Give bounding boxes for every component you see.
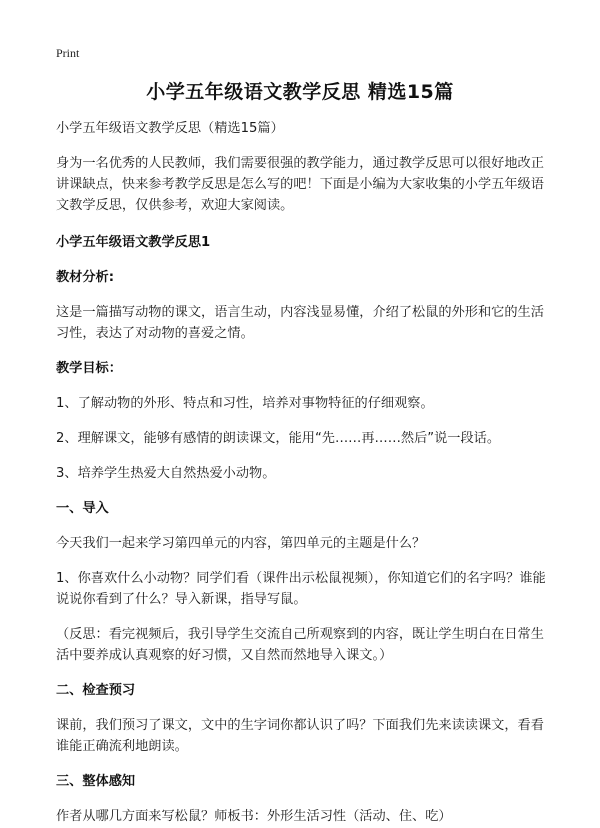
article-body <box>56 118 556 827</box>
heading-overall-perception: 三、整体感知 <box>56 774 136 789</box>
heading-material-analysis: 教材分析: <box>56 270 115 285</box>
heading-teaching-goals: 教学目标： <box>56 361 122 376</box>
reflection-paragraph: （反思：看完视频后，我引导学生交流自己所观察到的内容，既让学生明白在日常生活中要养成认真观察的好习惯，又自然而然地导入课文。） <box>56 627 544 663</box>
heading-check-preview: 二、检查预习 <box>56 683 136 698</box>
section-heading-reflection-1: 小学五年级语文教学反思1 <box>56 235 211 250</box>
material-analysis-paragraph: 这是一篇描写动物的课文，语言生动，内容浅显易懂，介绍了松鼠的外形和它的生活习性，表达了对动物的喜爱之情。 <box>56 305 544 341</box>
heading-introduction: 一、导入 <box>56 501 109 516</box>
overall-perception-paragraph: 作者从哪几方面来写松鼠？师板书：外形生活习性（活动、住、吃） <box>56 809 452 824</box>
introduction-question-paragraph: 1、你喜欢什么小动物？同学们看（课件出示松鼠视频），你知道它们的名字吗？谁能说说你看到了什么？导入新课，指导写鼠。 <box>56 571 546 607</box>
check-preview-paragraph: 课前，我们预习了课文，文中的生字词你都认识了吗？下面我们先来读读课文，看看谁能正确流利地朗读。 <box>56 718 544 754</box>
teaching-goal-item: 2、理解课文，能够有感情的朗读课文，能用“先……再……然后”说一段话。 <box>56 431 501 446</box>
introduction-paragraph: 今天我们一起来学习第四单元的内容，第四单元的主题是什么？ <box>56 536 426 551</box>
intro-paragraph: 身为一名优秀的人民教师，我们需要很强的教学能力，通过教学反思可以很好地改正讲课缺点，快来参考教学反思是怎么写的吧！下面是小编为大家收集的小学五年级语文教学反思，仅供参考，欢迎大家阅读。 <box>56 156 544 213</box>
article-subtitle: 小学五年级语文教学反思（精选15篇） <box>56 121 284 136</box>
teaching-goal-item: 1、了解动物的外形、特点和习性，培养对事物特征的仔细观察。 <box>56 396 434 411</box>
teaching-goal-item: 3、培养学生热爱大自然热爱小动物。 <box>56 466 276 481</box>
page-title: 小学五年级语文教学反思 精选15篇 <box>146 81 454 103</box>
print-link[interactable]: Print <box>56 46 80 60</box>
